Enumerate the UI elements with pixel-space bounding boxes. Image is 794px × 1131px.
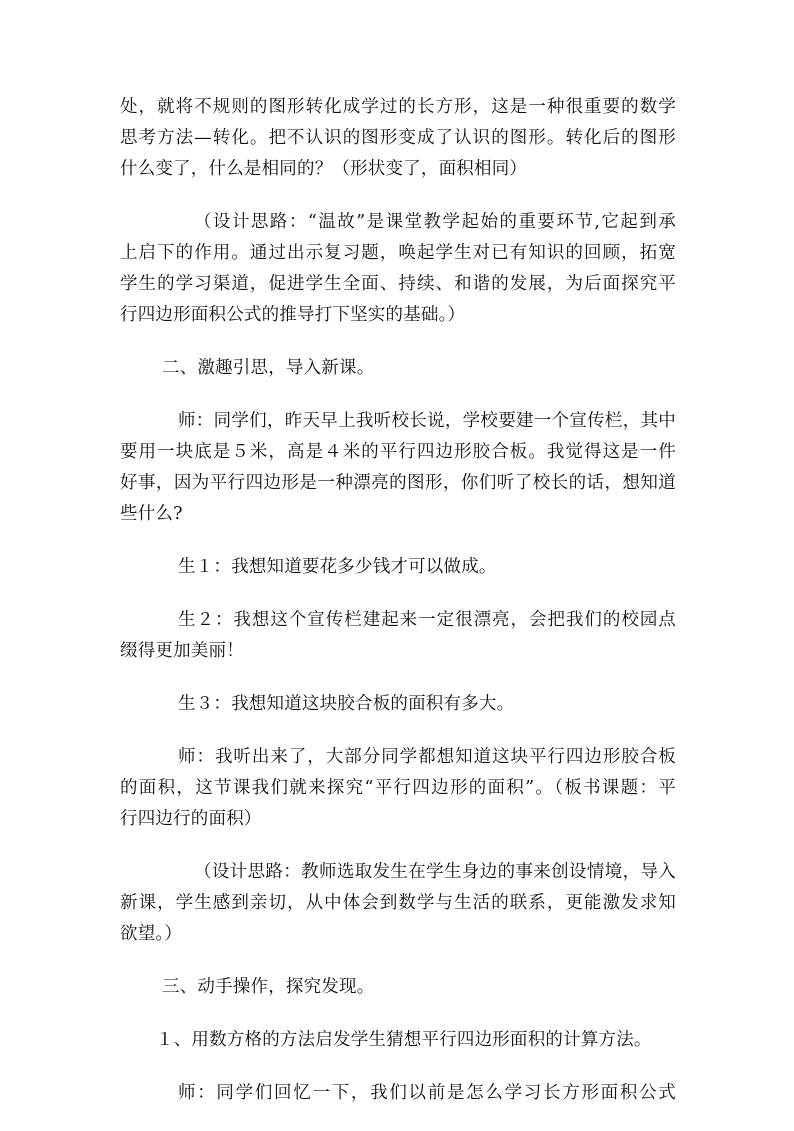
text-line: 生１：我想知道要花多少钱才可以做成。 bbox=[178, 557, 497, 577]
subsection-heading-1 bbox=[120, 1025, 676, 1056]
text-line: 要用一块底是５米，高是４米的平行四边形胶合板。我觉得这是一件 bbox=[120, 442, 676, 462]
text-line: 欲望。） bbox=[120, 924, 183, 944]
text-line: 思考方法—转化。把不认识的图形变成了认识的图形。转化后的图形 bbox=[120, 128, 676, 148]
text-line: 缀得更加美丽！ bbox=[120, 641, 244, 661]
text-line: 学生的学习渠道，促进学生全面、持续、和谐的发展，为后面探究平 bbox=[120, 274, 676, 294]
paragraph-design-idea-review bbox=[120, 207, 676, 331]
paragraph-teacher-recall bbox=[120, 1078, 676, 1109]
document-page bbox=[120, 92, 676, 1131]
text-line: 什么变了，什么是相同的？（形状变了，面积相同） bbox=[120, 159, 528, 179]
text-line: 二、激趣引思，导入新课。 bbox=[162, 358, 375, 378]
text-line: 行四边形面积公式的推导打下坚实的基础。） bbox=[120, 305, 466, 325]
paragraph-student-3 bbox=[120, 689, 676, 720]
paragraph-teacher-topic bbox=[120, 742, 676, 835]
text-line: 生２：我想这个宣传栏建起来一定很漂亮，会把我们的校园点 bbox=[178, 610, 676, 630]
section-heading-2 bbox=[120, 353, 676, 384]
text-line: １、用数方格的方法启发学生猜想平行四边形面积的计算方法。 bbox=[156, 1030, 652, 1050]
text-line: 好事，因为平行四边形是一种漂亮的图形，你们听了校长的话，想知道 bbox=[120, 473, 676, 493]
text-line: 行四边行的面积） bbox=[120, 809, 262, 829]
paragraph-teacher-intro bbox=[120, 406, 676, 530]
paragraph-design-idea-situation bbox=[120, 857, 676, 950]
paragraph-student-2 bbox=[120, 605, 676, 667]
paragraph-student-1 bbox=[120, 552, 676, 583]
paragraph-conversion-method bbox=[120, 92, 676, 185]
text-line: 师：我听出来了，大部分同学都想知道这块平行四边形胶合板 bbox=[178, 747, 676, 767]
text-line: 的面积，这节课我们就来探究“平行四边形的面积”。（板书课题：平 bbox=[120, 778, 676, 798]
text-line: 些什么? bbox=[120, 504, 183, 524]
text-line: 上启下的作用。通过出示复习题，唤起学生对已有知识的回顾，拓宽 bbox=[120, 243, 676, 263]
text-line: 处，就将不规则的图形转化成学过的长方形，这是一种很重要的数学 bbox=[120, 97, 676, 117]
text-line: 师：同学们回忆一下，我们以前是怎么学习长方形面积公式 bbox=[178, 1083, 676, 1103]
text-line: 师：同学们，昨天早上我听校长说，学校要建一个宣传栏，其中 bbox=[178, 411, 676, 431]
section-heading-3 bbox=[120, 972, 676, 1003]
text-line: 新课，学生感到亲切，从中体会到数学与生活的联系，更能激发求知 bbox=[120, 893, 676, 913]
text-line: 生３：我想知道这块胶合板的面积有多大。 bbox=[178, 694, 515, 714]
text-line: （设计思路：“温故”是课堂教学起始的重要环节,它起到承 bbox=[194, 212, 676, 232]
text-line: 三、动手操作，探究发现。 bbox=[162, 977, 375, 997]
text-line: （设计思路：教师选取发生在学生身边的事来创设情境，导入 bbox=[194, 862, 676, 882]
